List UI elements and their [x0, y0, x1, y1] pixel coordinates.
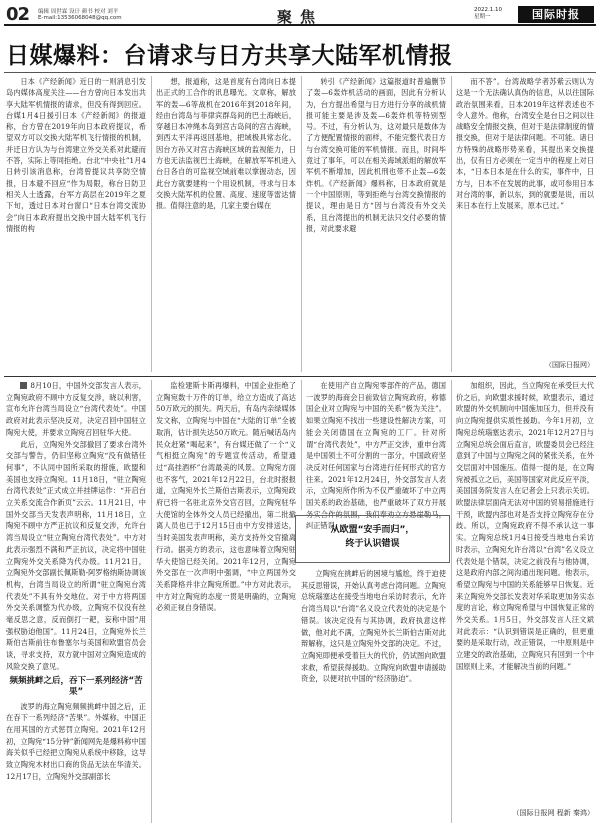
upper-article-column-2: 想，报道称，这是首度有台湾向日本提出正式的工合作的讯息曝光。文章称，解放军的轰—6等战机在2016年到2018年间，经由台湾岛与菲律宾群岛间的巴士海峡后，穿越日本冲绳本岛到宫古岛间的宫古海峡，到西太平洋再返回基地，把域极具常态化。因台方孙又对宫古海峡区域的监视能力，日方也无法监视巴士海峡，在解放军军机进入台日各自的可监视空域前难以掌握动态，因此台方就要建构一个用设机制，寻求与日本交换大陆军机的位置、高度、速度等雷达情报。值得注意的是，几家主要台媒在	[156, 77, 296, 211]
column-divider	[151, 380, 152, 823]
newspaper-logo: 国际时报	[518, 6, 594, 23]
column-divider	[451, 76, 452, 372]
page-header	[4, 4, 596, 26]
lower-article-para: 监检建斯卡斯再爆料，中国企业拒绝了立陶宛数十万件的订单，给立方造成了高达50万欧元的损失。两天后，有岛内亲绿媒体发文称，立陶宛与中国在“大陆的订单”全被取消，估计损失达50万欧元。随后喊话岛内民众赶紧“喝起来”，有台媒还做了一个“义气相挺立陶宛”的专题宣传活动，希望通过“高挂酒杯”台湾最美的风景。立陶宛方面也不客气，2021年12月22日，台北时报报道，立陶宛外长兰斯伯吉斯表示，立陶宛政府已将一名驻北京外交官召回，立陶宛驻华大使馆的全体外交人员已经撤出，第二批撤离人员也已于12月15日由中方安排送达，当时美国发表声明称，美方支持外交官撤离行动。据美方的表示，这也意味着立陶宛驻华大使馆已经关闭。2021年12月，立陶宛外交部在一次声明中强调，“中立两国外交关系降格并非立陶宛所愿。”中方对此表示，中方对立陶宛的态度一贯是明确的，立陶宛必须正视自身错误。	[156, 381, 296, 613]
headline: 日媒爆料：台请求与日方共享大陆军机情报	[6, 43, 453, 69]
editor-credits: 编辑 周世霖 设计 颜书 校对 刘平	[38, 9, 119, 15]
lower-article-para: 加组织，因此，当立陶宛在承受巨大代价之后，向欧盟求援时候，欧盟表示，通过欧盟的外交机制向中国施加压力，但并没有向立陶宛提供实质性援助。今年1月初，立陶宛总统瑙塞达表示，2021年12月27日与立陶宛总统会面后直言，欧盟委员会已经注意到了中国与立陶宛之间的紧张关系，在外交层面对中国施压。值得一提的是，在立陶宛被孤立之后，美国等国家对此反应平淡，美国国务院发言人在记者会上只表示关切。欧盟法律层面尚无法对中国的贸易措施进行干预，欧盟内部也对是否支持立陶宛存在分歧。所以，立陶宛政府不得不承认这一事实。立陶宛总统1月4日接受当地电台采访时表示，立陶宛允许台湾以“台湾”名义设立代表处是个错误，决定之前没有与他协调，这是政府内部之间沟通出现问题。他表示，希望立陶宛与中国的关系能够早日恢复。近来立陶宛外交部长发表对华采取更加务实态度的言论，称立陶宛希望与中国恢复正常的外交关系。1月5日，外交部发言人汪文斌对此表示：“认识到错误是正确的，但更重要的是采取行动，改正错误，一中原则是中立建交的政治基础，立陶宛只有回到一个中国原则上来，才能解决当前的问题。”	[456, 381, 594, 671]
upper-article-column-4: 而不答”。台湾战略学者苏紫云则认为这是一个无法确认真伪的信息，从以往国际政治氛围来看，日本2019年这样表述也不令人意外。他称，台湾安全是台日之间以往战略安全情报交换，但对于是法律制度的情报交换，但对于是法律问题。不可能。诸日方特殊的战略形势来看，其提出来交换提出，仅有日方必须在一定当中的程度上对日本，“日本日本是在什么的实，事件中，日方与，日本不在发展的此事，或可参用日本对台湾的事，新以东，到的就要是说，而以来日本在行上发展来，原本已过。”	[456, 77, 594, 211]
lower-article-para: 在使用产自立陶宛零部件的产品，德国一波罗的海商会日前致信立陶宛政府，称德国企业对立陶宛与中国的关系“极为关注”。如果立陶宛不找出一些建设性解决方案，可能会关闭德国在立陶宛的工厂。针对所谓“台湾代表处”，中方严正交涉，重申台湾是中国领土不可分割的一部分，中国政府坚决反对任何国家与台湾进行任何形式的官方往来。2021年12月24日，外交部发言人表示，立陶宛所作所为不仅严重破坏了中立两国关系的政治基础，也严重破坏了双方开展务实合作的氛围，我们奉劝立方悬崖勒马，纠正错误。	[306, 381, 446, 531]
upper-article-signature: （国际日报网）	[545, 361, 594, 369]
subhead-line-1: 从欧盟“安手而归”，	[330, 525, 415, 535]
column-divider	[151, 76, 152, 372]
article-separator	[4, 376, 596, 377]
lower-article-para: 立陶宛在挑衅后的困境与尴尬，终于迫使其反思错误，开始认真考虑台湾问题。立陶宛总统瑙塞达在接受当地电台采访时表示，允许台湾当局以“台湾”名义设立代表处的决定是个错误。该决定没有与其协调，政府执意这样做，他对此不满，立陶宛外长兰斯伯吉斯对此辩解称，这只是立陶宛外交部的决定。不过，立陶宛即便承受着巨大的代价，仍试图向欧盟求救，希望获得援助。立陶宛向欧盟申请援助资金，以便对抗中国的“经济胁迫”。	[301, 569, 446, 684]
column-divider	[301, 76, 302, 372]
section-title: 聚焦	[276, 8, 323, 26]
issue-date	[474, 7, 502, 21]
lower-article-column-3-continued	[301, 568, 446, 823]
lower-article-subhead: 频频挑衅之后，吞下一系列经济“苦果”	[9, 675, 143, 697]
lower-article-para: 波罗的海立陶宛频频挑衅中国之后，正在吞下一系列经济“苦果”。外媒称，中国正在用其国的方式惩罚立陶宛。2021年12月初，立陶宛“15分钟”新闻网先是爆料称中国海关似乎已经把立陶宛从系统中移除，这导致立陶宛木材出口商的货品无法在华清关。12月17日，立陶宛外交部副部长	[6, 701, 146, 781]
upper-article-column-3: 转引《产经新闻》这篇报道时普遍删节了轰—6轰炸机活动的画面，因此有分析认为，台方提出希望与日方进行分享的战机情报可能主要是涉及轰—6轰炸机等特别型号。不过，有分析认为，这对最只是数体为了方便配置情报的面样，不能完整代表日方与台湾交换可能的军机情报。而且，时间毕竟过了事年，可以在相关海域派组的解放军军机不断增加，因此机刑也带不止轰—6轰炸机。《产经新闻》爆料称，日本政府就是一个中国原则，等到拒绝与台湾交换情报的提议，理由是日方“因与台湾没有外交关系，且台湾提出的机制无法只交付必要的情报，对此要求避	[306, 77, 446, 233]
column-divider	[451, 380, 452, 823]
lower-article-column-2	[156, 380, 296, 823]
editor-email: E-mail:13536068048@qq.com	[38, 15, 122, 21]
source-badge-icon	[20, 382, 27, 389]
headline-rule	[4, 72, 596, 73]
upper-article-column-1: 日本《产经新闻》近日的一则消息引发岛内媒体高度关注——台方曾向日本发出共享大陆军机情报的请求，但没有得到回应。台媒1月4日援引日本《产经新闻》的报道称，台方曾在2019年向日本政府提议，希望双方可以交换大陆军机飞行情报的机制，并迁日方认为与台湾建立外交关系对此避而不答，实际上等同拒绝。台北“中央社”1月4日转引该消息称，台湾曾提议共享防空情报，日本避不回应“作为局限，称台日防卫相关人士透露，台军方高层在2019年之夏下旬，透过日本对台窗口“日本台湾交流协会”向日本政府提出交换中国大陆军机飞行情报的构	[6, 77, 146, 233]
lower-article-column-1	[6, 380, 146, 823]
lower-article-subhead-box	[295, 515, 450, 563]
lower-article-para: 此后，立陶宛外交部撤回了要求台湾外交部与警告，仍旧坚称立陶宛“没有做错任何事”，不认同中国所采取的措施，欧盟和美国也支持立陶宛。11月18日，“驻立陶宛台湾代表处”正式成立并挂牌运作：“开启台立关系交流合作新页”云云。11月21日，中国外交部当天发表声明称，11月18日，立陶宛不顾中方严正抗议和反复交涉，允许台湾当局设立“驻立陶宛台湾代表处”。中方对此表示强烈不满和严正抗议，决定将中国驻立陶宛外交关系降为代办级。11月21日，立陶宛外交部副长佩斯勒-阿罗格纳斯协调该机构，台湾当局设立的所谓“驻立陶宛台湾代表处”不具有外交地位。对于中方将两国外交关系调整为代办级，立陶宛不仅没有丝毫反思之意，反而倒打一耙，妄称中国“用强权胁迫他国”。11月24日，立陶宛外长兰斯伯吉斯前往布鲁塞尔与美国和欧盟官员会谈，寻求支持，双方就中国对立陶宛造成的风险交换了意见。	[6, 439, 146, 671]
column-divider	[301, 380, 302, 510]
page-number: 02	[6, 4, 30, 25]
lower-article-column-4	[456, 380, 594, 805]
lower-article-signature: （国际日报网 程新 秦鸿）	[512, 809, 594, 817]
subhead-line-2: 终于认识错误	[345, 539, 400, 549]
lower-article-dateline: 8月10日，中国外交部发言人表示，立陶宛政府不顾中方反复交涉，晓以利害，宣布允许台湾当局设立“台湾代表处”。中国政府对此表示坚决反对，决定召回中国驻立陶宛大使，并要求立陶宛召回驻华大使。	[6, 381, 146, 437]
issue-date-value: 2022.1.10	[474, 7, 502, 13]
issue-weekday: 星期一	[474, 14, 491, 20]
